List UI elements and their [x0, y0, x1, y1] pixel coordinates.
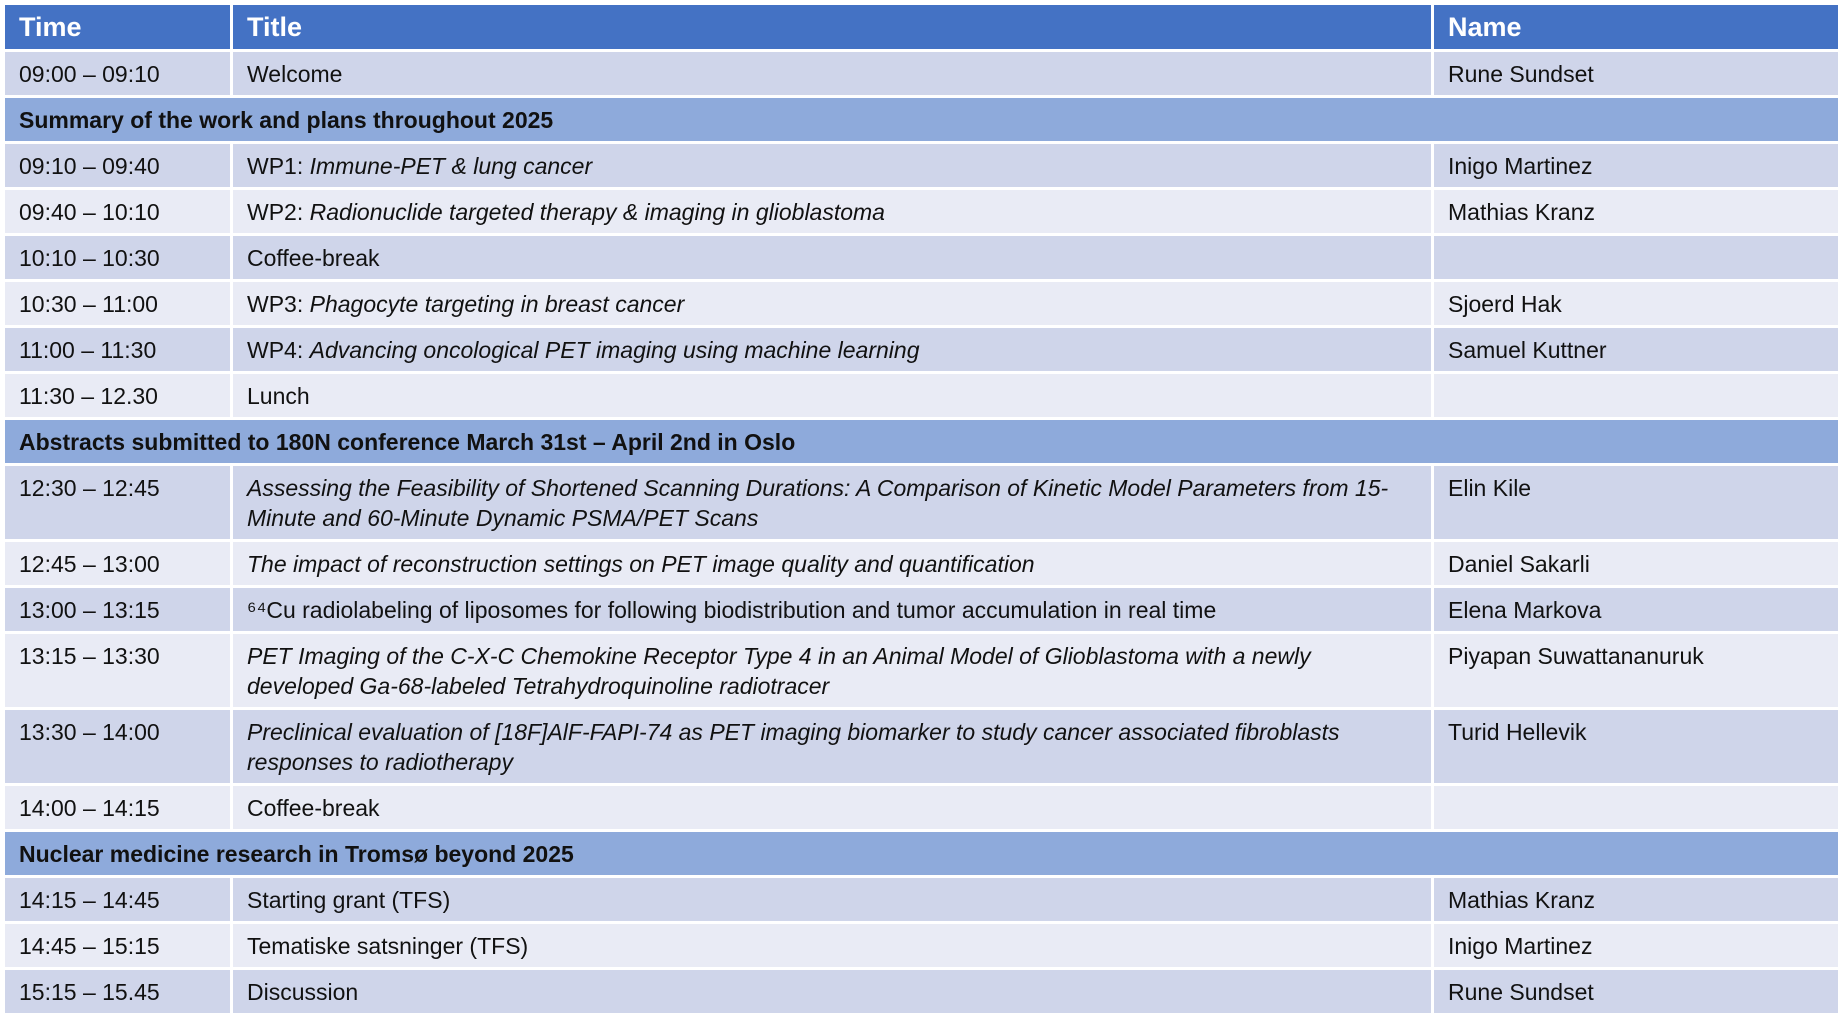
session-row [5, 328, 1838, 371]
session-title: Preclinical evaluation of [18F]AlF-FAPI-74 as PET imaging biomarker to study cancer associated fibroblasts responses to radiotherapy [247, 719, 1340, 775]
header-row [5, 5, 1838, 49]
session-speaker: Mathias Kranz [1434, 190, 1838, 233]
session-title-cell [233, 52, 1431, 95]
session-title: Discussion [247, 979, 359, 1005]
session-speaker: Daniel Sakarli [1434, 542, 1838, 585]
session-time: 13:15 – 13:30 [5, 634, 230, 707]
session-title: Welcome [247, 61, 343, 87]
session-speaker: Piyapan Suwattananuruk [1434, 634, 1838, 707]
work-package-label: WP1: [247, 153, 310, 179]
session-title-cell [233, 634, 1431, 707]
session-title: Radionuclide targeted therapy & imaging in glioblastoma [309, 199, 885, 225]
session-title: Immune-PET & lung cancer [309, 153, 593, 179]
session-time: 13:00 – 13:15 [5, 588, 230, 631]
header-time: Time [5, 5, 230, 49]
session-title: The impact of reconstruction settings on PET image quality and quantification [247, 551, 1035, 577]
session-speaker: Rune Sundset [1434, 970, 1838, 1013]
session-speaker: Mathias Kranz [1434, 878, 1838, 921]
section-title: Nuclear medicine research in Tromsø beyond 2025 [5, 832, 1838, 875]
session-title-cell [233, 190, 1431, 233]
work-package-label: WP3: [247, 291, 310, 317]
session-title: PET Imaging of the C-X-C Chemokine Receptor Type 4 in an Animal Model of Glioblastoma with a newly developed Ga-68-labeled Tetrahydroquinoline radiotracer [247, 643, 1311, 699]
session-time: 14:15 – 14:45 [5, 878, 230, 921]
session-row [5, 710, 1838, 783]
session-title: Advancing oncological PET imaging using machine learning [309, 337, 920, 363]
session-time: 10:30 – 11:00 [5, 282, 230, 325]
session-speaker: Elin Kile [1434, 466, 1838, 539]
session-speaker: Sjoerd Hak [1434, 282, 1838, 325]
session-speaker: Rune Sundset [1434, 52, 1838, 95]
session-speaker: Turid Hellevik [1434, 710, 1838, 783]
session-title: Coffee-break [247, 795, 380, 821]
session-speaker: Elena Markova [1434, 588, 1838, 631]
session-title-cell [233, 924, 1431, 967]
session-row [5, 282, 1838, 325]
session-title-cell [233, 710, 1431, 783]
session-time: 09:40 – 10:10 [5, 190, 230, 233]
session-row [5, 542, 1838, 585]
session-title-cell [233, 466, 1431, 539]
session-time: 09:00 – 09:10 [5, 52, 230, 95]
session-title: Phagocyte targeting in breast cancer [309, 291, 685, 317]
section-row [5, 98, 1838, 141]
section-title: Summary of the work and plans throughout 2025 [5, 98, 1838, 141]
section-row [5, 832, 1838, 875]
session-title-cell [233, 144, 1431, 187]
header-name: Name [1434, 5, 1838, 49]
work-package-label: WP2: [247, 199, 310, 225]
session-title: Tematiske satsninger (TFS) [247, 933, 529, 959]
session-time: 12:45 – 13:00 [5, 542, 230, 585]
session-title-cell [233, 282, 1431, 325]
header-title: Title [233, 5, 1431, 49]
session-time: 11:30 – 12.30 [5, 374, 230, 417]
session-title-cell [233, 878, 1431, 921]
session-row [5, 144, 1838, 187]
session-title-cell [233, 236, 1431, 279]
session-row [5, 924, 1838, 967]
session-row [5, 190, 1838, 233]
session-title-cell [233, 970, 1431, 1013]
session-title-cell [233, 542, 1431, 585]
session-time: 11:00 – 11:30 [5, 328, 230, 371]
session-title-cell [233, 374, 1431, 417]
session-title: Coffee-break [247, 245, 380, 271]
session-title-cell [233, 588, 1431, 631]
section-title: Abstracts submitted to 180N conference March 31st – April 2nd in Oslo [5, 420, 1838, 463]
session-title: Assessing the Feasibility of Shortened Scanning Durations: A Comparison of Kinetic Model Parameters from 15-Minute and 60-Minute Dynamic PSMA/PET Scans [247, 475, 1389, 531]
session-time: 14:45 – 15:15 [5, 924, 230, 967]
session-row [5, 634, 1838, 707]
session-row [5, 588, 1838, 631]
session-row [5, 878, 1838, 921]
session-speaker: Inigo Martinez [1434, 144, 1838, 187]
session-row [5, 52, 1838, 95]
agenda-body [5, 52, 1838, 1013]
session-row [5, 970, 1838, 1013]
session-row [5, 374, 1838, 417]
session-speaker: Inigo Martinez [1434, 924, 1838, 967]
session-row [5, 466, 1838, 539]
session-speaker [1434, 374, 1838, 417]
session-row [5, 236, 1838, 279]
session-time: 10:10 – 10:30 [5, 236, 230, 279]
session-time: 15:15 – 15.45 [5, 970, 230, 1013]
session-title-cell [233, 786, 1431, 829]
session-title-cell [233, 328, 1431, 371]
session-title: Starting grant (TFS) [247, 887, 451, 913]
session-speaker: Samuel Kuttner [1434, 328, 1838, 371]
session-title: ⁶⁴Cu radiolabeling of liposomes for following biodistribution and tumor accumulation in real time [247, 597, 1217, 623]
session-time: 12:30 – 12:45 [5, 466, 230, 539]
session-speaker [1434, 236, 1838, 279]
work-package-label: WP4: [247, 337, 310, 363]
session-time: 14:00 – 14:15 [5, 786, 230, 829]
session-time: 13:30 – 14:00 [5, 710, 230, 783]
session-title: Lunch [247, 383, 310, 409]
session-row [5, 786, 1838, 829]
session-speaker [1434, 786, 1838, 829]
session-time: 09:10 – 09:40 [5, 144, 230, 187]
agenda-table [2, 2, 1840, 1016]
agenda-header [5, 5, 1838, 49]
section-row [5, 420, 1838, 463]
